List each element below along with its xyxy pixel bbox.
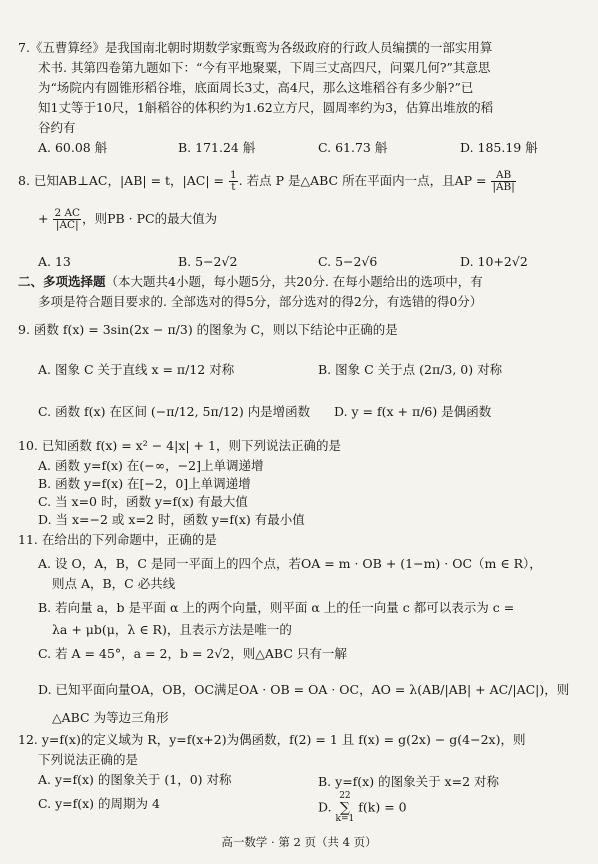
- q8-stem-part-4: ，则PB · PC的最大值为: [82, 211, 218, 226]
- q7-line-2: 术书. 其第四卷第九题如下：“今有平地聚粟，下周三丈高四尺，问粟几何?”其意思: [38, 60, 491, 75]
- section-2-header: [18, 272, 578, 292]
- q11-option-d-line-2: △ABC 为等边三角形: [52, 710, 169, 725]
- section-2-title: 二、多项选择题: [18, 274, 106, 289]
- q8-fraction-2-den: |AB|: [492, 181, 515, 193]
- q8-option-c: C. 5−2√6: [318, 254, 378, 269]
- q8-stem-part-2: . 若点 P 是△ABC 所在平面内一点，且AP =: [238, 173, 491, 188]
- q7-option-b: B. 171.24 斛: [178, 140, 256, 155]
- q7-option-d: D. 185.19 斛: [460, 140, 538, 155]
- q11-option-a-line-1: A. 设 O，A，B，C 是同一平面上的四个点，若OA = m · OB + (1−m) · OC（m ∈ R），: [38, 556, 542, 571]
- q9-option-d: D. y = f(x + π/6) 是偶函数: [334, 404, 492, 419]
- q11-option-b-line-2: λa + μb(μ，λ ∈ R)，且表示方法是唯一的: [52, 622, 292, 637]
- q8-fraction-2: [491, 170, 515, 193]
- q12-option-d: [318, 792, 578, 824]
- q8-stem-part-1: 8. 已知AB⊥AC，|AB| = t，|AC| =: [18, 173, 228, 188]
- q12-line-1: 12. y=f(x)的定义域为 R，y=f(x+2)为偶函数，f(2) = 1 且 f(x) = g(2x) − g(4−2x)，则: [18, 732, 526, 747]
- q12-line-2: 下列说法正确的是: [38, 752, 139, 767]
- q7-option-c: C. 61.73 斛: [318, 140, 388, 155]
- q9-option-b: B. 图象 C 关于点 (2π/3, 0) 对称: [318, 362, 503, 377]
- q11-option-c: C. 若 A = 45°，a = 2，b = 2√2，则△ABC 只有一解: [38, 646, 347, 661]
- q11-option-a-line-2: 则点 A，B，C 必共线: [52, 576, 176, 591]
- q8-fraction-3-den: |AC|: [55, 219, 79, 231]
- q10-stem: 10. 已知函数 f(x) = x² − 4|x| + 1，则下列说法正确的是: [18, 438, 341, 453]
- q8-fraction-3: [53, 208, 81, 231]
- sum-upper-limit: 22: [339, 791, 351, 801]
- q7-line-5: 谷约有: [38, 120, 76, 135]
- q8-line-2: [38, 208, 578, 231]
- q10-option-c: C. 当 x=0 时，函数 y=f(x) 有最大值: [38, 494, 248, 509]
- q7-line-3: 为“场院内有圆锥形稻谷堆，底面周长3丈，高4尺，那么这堆稻谷有多少斛?”已: [38, 80, 474, 95]
- q11-option-d-line-1: D. 已知平面向量OA，OB，OC满足OA · OB = OA · OC，AO = λ(AB/|AB| + AC/|AC|)，则: [38, 682, 570, 697]
- section-2-instructions-1: （本大题共4小题，每小题5分，共20分. 在每小题给出的选项中，有: [105, 274, 483, 289]
- q8-fraction-1: [229, 170, 238, 193]
- q8-option-b: B. 5−2√2: [178, 254, 238, 269]
- q8-line-1: [18, 170, 578, 193]
- q12-option-a: A. y=f(x) 的图象关于 (1，0) 对称: [38, 772, 232, 787]
- q10-option-b: B. 函数 y=f(x) 在[−2，0]上单调递增: [38, 476, 251, 491]
- summation-symbol: 22 ∑ k=1: [335, 791, 355, 824]
- q12-option-d-expr: f(k) = 0: [358, 799, 407, 815]
- q8-option-a: A. 13: [38, 254, 71, 269]
- q8-fraction-1-den: t: [231, 181, 236, 193]
- section-2-instructions-2: 多项是符合题目要求的. 全部选对的得5分，部分选对的得2分，有选错的得0分）: [38, 294, 483, 309]
- q12-option-c: C. y=f(x) 的周期为 4: [38, 796, 160, 811]
- q9-stem: 9. 函数 f(x) = 3sin(2x − π/3) 的图象为 C，则以下结论中正确的是: [18, 322, 398, 337]
- q8-fraction-2-num: AB: [491, 170, 515, 182]
- q11-option-b-line-1: B. 若向量 a，b 是平面 α 上的两个向量，则平面 α 上的任一向量 c 都可以表示为 c =: [38, 600, 515, 615]
- q10-option-a: A. 函数 y=f(x) 在(−∞，−2]上单调递增: [38, 458, 264, 473]
- q12-option-b: B. y=f(x) 的图象关于 x=2 对称: [318, 774, 499, 789]
- q7-line-4: 知1丈等于10尺，1斛稻谷的体积约为1.62立方尺，圆周率约为3，估算出堆放的稻: [38, 100, 494, 115]
- q8-stem-part-3: +: [38, 211, 53, 226]
- q8-fraction-3-num: 2 AC: [54, 207, 81, 219]
- q7-option-a: A. 60.08 斛: [38, 140, 108, 155]
- q11-stem: 11. 在给出的下列命题中，正确的是: [18, 532, 217, 547]
- sum-lower-limit: k=1: [335, 814, 355, 824]
- q9-option-c: C. 函数 f(x) 在区间 (−π/12, 5π/12) 内是增函数: [38, 404, 311, 419]
- page-footer: 高一数学 · 第 2 页（共 4 页）: [221, 835, 377, 849]
- q12-option-d-label: D.: [318, 799, 332, 815]
- q8-option-d: D. 10+2√2: [460, 254, 528, 269]
- q10-option-d: D. 当 x=−2 或 x=2 时，函数 y=f(x) 有最小值: [38, 512, 305, 527]
- q8-fraction-1-num: 1: [229, 169, 237, 181]
- q9-option-a: A. 图象 C 关于直线 x = π/12 对称: [38, 362, 235, 377]
- q7-line-1: 7.《五曹算经》是我国南北朝时期数学家甄鸾为各级政府的行政人员编撰的一部实用算: [18, 40, 493, 55]
